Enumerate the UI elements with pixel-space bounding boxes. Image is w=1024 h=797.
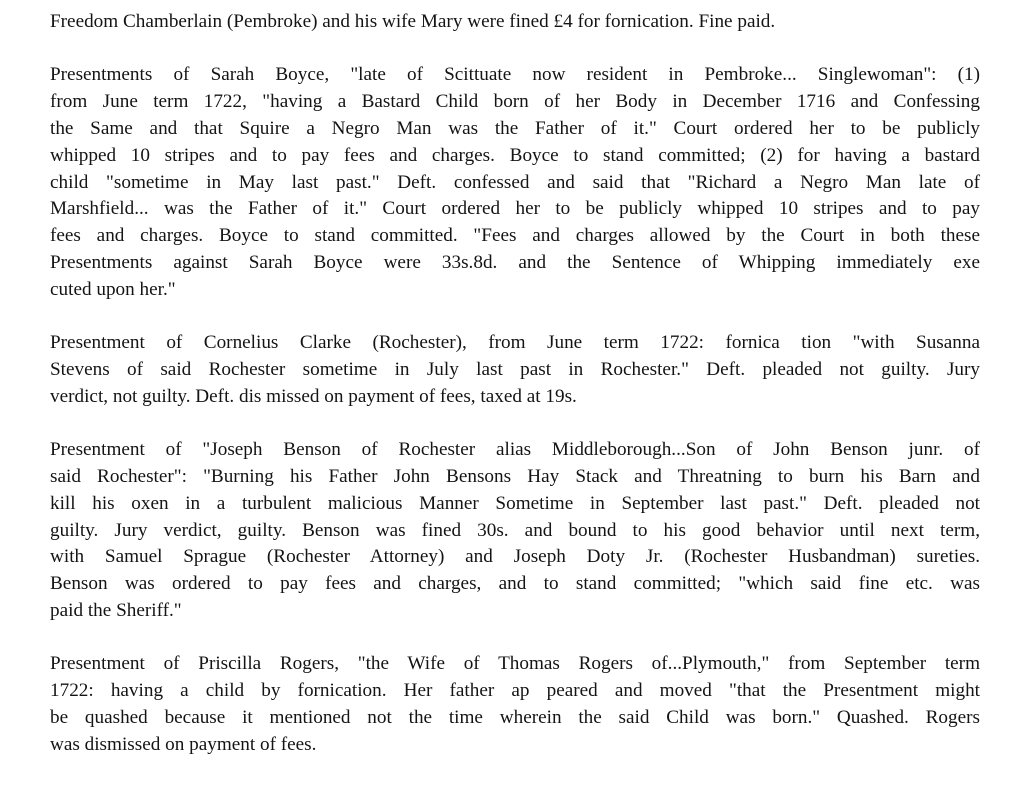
- text-line: verdict, not guilty. Deft. dis missed on payment of fees, taxed at 19s.: [50, 385, 577, 407]
- paragraph-clarke: [50, 330, 980, 411]
- text-line: Freedom Chamberlain (Pembroke) and his wife Mary were fined £4 for fornication. Fine paid.: [50, 11, 776, 32]
- paragraph-benson: [50, 437, 980, 625]
- text-line: Stevens of said Rochester sometime in July last past in Rochester." Deft. pleaded not guilty. Jury: [50, 358, 980, 380]
- text-line: Presentment of "Joseph Benson of Rochester alias Middleborough...Son of John Benson junr. of: [50, 438, 980, 460]
- text-line: child "sometime in May last past." Deft. confessed and said that "Richard a Negro Man late of: [50, 171, 980, 193]
- text-line: the Same and that Squire a Negro Man was the Father of it." Court ordered her to be publicly: [50, 117, 980, 139]
- text-line: paid the Sheriff.": [50, 600, 182, 622]
- paragraph-boyce: [50, 62, 980, 304]
- text-line: kill his oxen in a turbulent malicious Manner Sometime in September last past." Deft. pleaded not: [50, 492, 980, 514]
- text-line: guilty. Jury verdict, guilty. Benson was fined 30s. and bound to his good behavior until next term,: [50, 519, 980, 541]
- text-line: cuted upon her.": [50, 279, 176, 301]
- text-line: Presentments against Sarah Boyce were 33s.8d. and the Sentence of Whipping immediately exe: [50, 252, 980, 274]
- text-line: Presentment of Priscilla Rogers, "the Wife of Thomas Rogers of...Plymouth," from September term: [50, 653, 980, 675]
- paragraph-chamberlain: [50, 9, 980, 36]
- text-line: Presentments of Sarah Boyce, "late of Scittuate now resident in Pembroke... Singlewoman": (1): [50, 63, 980, 85]
- text-line: Benson was ordered to pay fees and charges, and to stand committed; "which said fine etc. was: [50, 573, 980, 595]
- text-line: with Samuel Sprague (Rochester Attorney) and Joseph Doty Jr. (Rochester Husbandman) sureties.: [50, 546, 980, 568]
- text-line: whipped 10 stripes and to pay fees and charges. Boyce to stand committed; (2) for having a bastard: [50, 144, 980, 166]
- paragraph-rogers: [50, 651, 980, 759]
- text-line: from June term 1722, "having a Bastard Child born of her Body in December 1716 and Confessing: [50, 90, 980, 112]
- text-line: be quashed because it mentioned not the time wherein the said Child was born." Quashed. Rogers: [50, 706, 980, 728]
- text-line: 1722: having a child by fornication. Her father ap peared and moved "that the Presentment might: [50, 680, 980, 702]
- text-line: Presentment of Cornelius Clarke (Rochester), from June term 1722: fornica tion "with Susanna: [50, 332, 980, 354]
- text-line: said Rochester": "Burning his Father John Bensons Hay Stack and Threatning to burn his Barn and: [50, 465, 980, 487]
- document-page: [50, 9, 980, 785]
- text-line: Marshfield... was the Father of it." Court ordered her to be publicly whipped 10 stripes and to pay: [50, 198, 980, 220]
- text-line: fees and charges. Boyce to stand committed. "Fees and charges allowed by the Court in both these: [50, 225, 980, 247]
- text-line: was dismissed on payment of fees.: [50, 733, 317, 755]
